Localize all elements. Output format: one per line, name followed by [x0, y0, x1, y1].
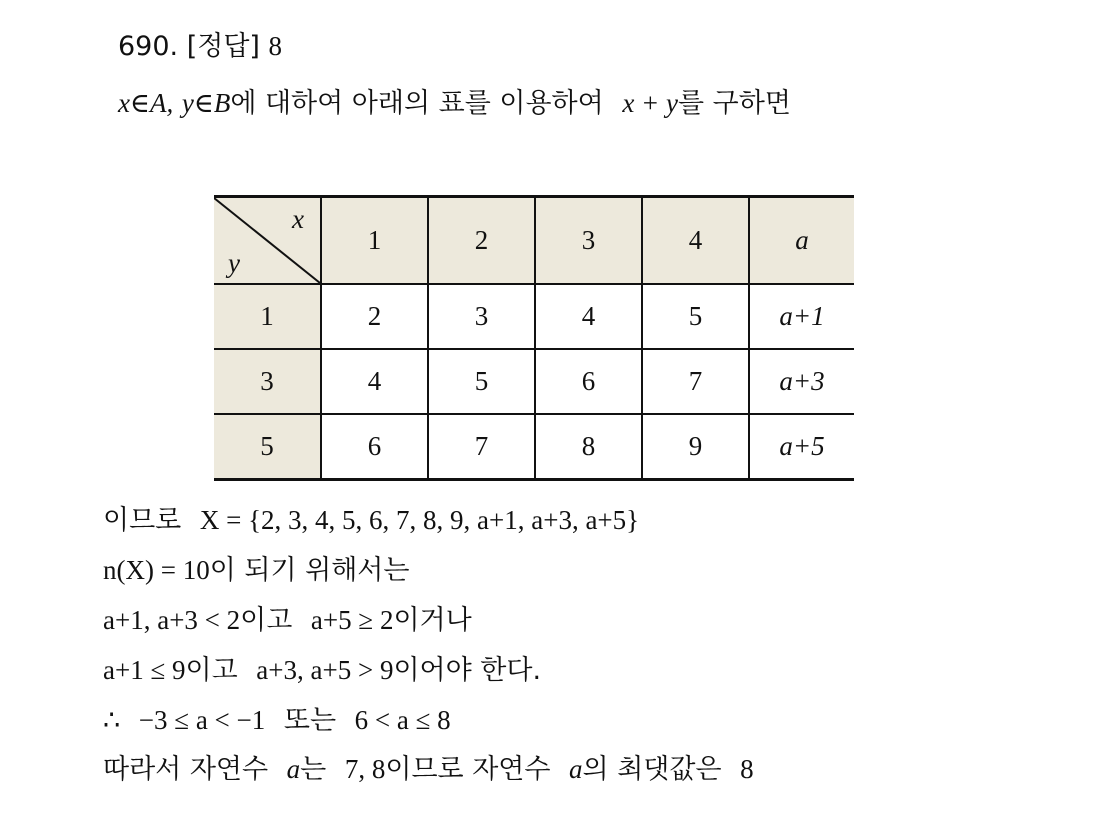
table-cell: 6 — [535, 349, 642, 414]
cond2-expression-a: a+1 ≤ 9 — [103, 655, 186, 685]
corner-x-label: x — [292, 204, 304, 234]
table-cell: 7 — [642, 349, 749, 414]
problem-header — [118, 29, 282, 64]
final-text-4: 의 최댓값은 — [582, 754, 722, 785]
table-cell: 9 — [642, 414, 749, 480]
final-text-3: 이므로 자연수 — [385, 754, 551, 785]
final-answer: 8 — [740, 754, 754, 784]
final-text-2: 는 — [300, 754, 327, 785]
table-cell: 5 — [642, 284, 749, 349]
cond1-suffix: 이거나 — [393, 605, 472, 636]
answer-value: 8 — [268, 31, 283, 61]
cond2-suffix: 이어야 한다. — [393, 655, 542, 686]
table-cell: 2 — [321, 284, 428, 349]
count-expression: n(X) = 10 — [103, 555, 210, 585]
condition-line-2 — [103, 653, 541, 688]
cond1-expression-a: a+1, a+3 < 2 — [103, 605, 241, 635]
table-row — [214, 349, 854, 414]
table-cell: a+3 — [749, 349, 854, 414]
intro-text-1: 에 대하여 아래의 표를 이용하여 — [230, 88, 604, 119]
conclusion-line — [103, 752, 754, 787]
table-cell: 7 — [428, 414, 535, 480]
column-header: 3 — [535, 197, 642, 285]
row-header: 5 — [214, 414, 321, 480]
final-variable-a-2: a — [569, 754, 583, 784]
intro-in-symbol-1: ∈ — [129, 88, 150, 118]
table-corner-cell — [214, 197, 321, 285]
cond1-join: 이고 — [240, 605, 293, 636]
table-cell: 8 — [535, 414, 642, 480]
intro-text-2: 를 구하면 — [678, 88, 791, 119]
range-expression-b: 6 < a ≤ 8 — [354, 705, 451, 735]
therefore-symbol: ∴ — [103, 705, 121, 735]
intro-set-a: A, — [149, 88, 174, 118]
cond1-expression-b: a+5 ≥ 2 — [310, 605, 394, 635]
corner-y-label: y — [228, 248, 240, 278]
row-header: 3 — [214, 349, 321, 414]
intro-set-b: B — [213, 88, 231, 118]
range-expression-a: −3 ≤ a < −1 — [138, 705, 266, 735]
cond2-join: 이고 — [185, 655, 238, 686]
row-header: 1 — [214, 284, 321, 349]
column-header: 4 — [642, 197, 749, 285]
table-cell: 6 — [321, 414, 428, 480]
intro-x: x — [118, 88, 130, 118]
table-cell: 4 — [321, 349, 428, 414]
cond2-expression-b: a+3, a+5 > 9 — [256, 655, 394, 685]
table-cell: 3 — [428, 284, 535, 349]
intro-in-symbol-2: ∈ — [193, 88, 214, 118]
table-header-row — [214, 197, 854, 285]
column-header: 1 — [321, 197, 428, 285]
count-condition-line — [103, 553, 409, 588]
intro-sentence — [118, 86, 791, 121]
range-line — [103, 703, 451, 738]
problem-number: 690. — [118, 31, 179, 62]
sum-table — [214, 195, 854, 481]
condition-line-1 — [103, 603, 472, 638]
final-values: 7, 8 — [344, 754, 386, 784]
answer-label: [정답] — [186, 31, 260, 62]
column-header: a — [749, 197, 854, 285]
intro-expr: x + y — [622, 88, 678, 118]
set-definition-line — [103, 503, 639, 538]
table-cell: a+1 — [749, 284, 854, 349]
column-header: 2 — [428, 197, 535, 285]
set-prefix: 이므로 — [103, 505, 182, 536]
table-row — [214, 284, 854, 349]
final-text-1: 따라서 자연수 — [103, 754, 269, 785]
range-join: 또는 — [283, 705, 337, 736]
count-suffix: 이 되기 위해서는 — [209, 555, 410, 586]
table-cell: 5 — [428, 349, 535, 414]
intro-y: y — [181, 88, 194, 118]
table-row — [214, 414, 854, 480]
final-variable-a-1: a — [286, 754, 301, 784]
table-cell: a+5 — [749, 414, 854, 480]
set-expression: X = {2, 3, 4, 5, 6, 7, 8, 9, a+1, a+3, a+5} — [199, 505, 640, 535]
table-cell: 4 — [535, 284, 642, 349]
